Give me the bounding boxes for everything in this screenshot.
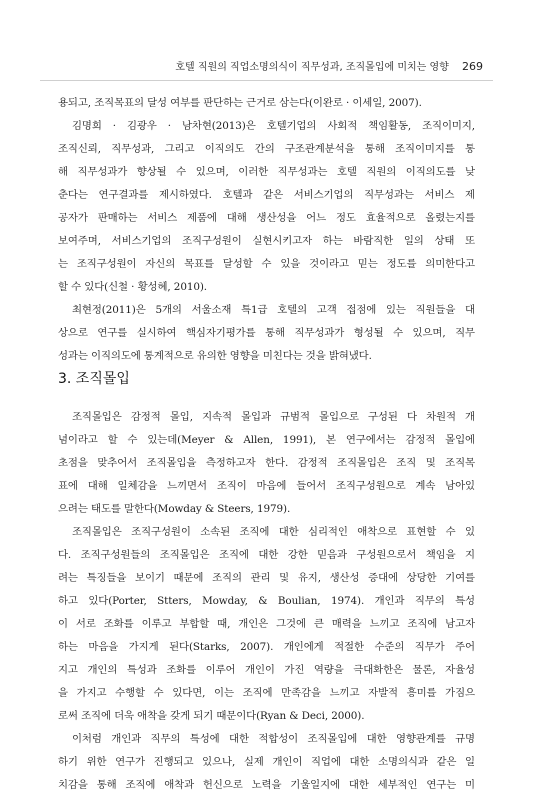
- text-line: 지고 개인의 특성과 조화를 이루어 개인이 가진 역량을 극대화한은 물론, 자율성: [58, 664, 475, 676]
- text-line: 다. 조직구성원들의 조직몰입은 조직에 대한 강한 믿음과 구성원으로서 책임을 지: [58, 549, 475, 561]
- text-line: 하고 있다(Porter, Stters, Mowday, & Boulian, 1974). 개인과 직무의 특성: [58, 595, 475, 607]
- section-heading: 3. 조직몰입: [58, 371, 130, 387]
- text-line: 을 가지고 수행할 수 있다면, 이는 조직에 만족감을 느끼고 자발적 흥미를 가짐으: [58, 687, 475, 699]
- text-line: 최현정(2011)은 5개의 서울소재 특1급 호텔의 고객 접점에 있는 직원들을 대: [72, 304, 475, 316]
- text-line: 조직몰입은 조직구성원이 소속된 조직에 대한 심리적인 애착으로 표현할 수 있: [72, 526, 475, 538]
- text-line: 조직몰입은 감정적 몰입, 지속적 몰입과 규범적 몰입으로 구성된 다 차원적 개: [72, 411, 475, 423]
- text-line: 공자가 판매하는 서비스 제품에 대해 생산성을 어느 정도 효율적으로 올렸는지를: [58, 212, 475, 224]
- text-line: 김명희 · 김광우 · 남차현(2013)은 호텔기업의 사회적 책임활동, 조직이미지,: [72, 120, 475, 132]
- text-line: 려는 특징들을 보이기 때문에 조직의 관리 및 유지, 생산성 증대에 상당한 기여를: [58, 572, 475, 584]
- text-line: 초점을 맞추어서 조직몰입을 측정하고자 한다. 감정적 조직몰입은 조직 및 조직목: [58, 457, 475, 469]
- header-rule: [40, 80, 493, 81]
- text-line: 춘다는 연구결과를 제시하였다. 호텔과 같은 서비스기업의 직무성과는 서비스 제: [58, 189, 475, 201]
- text-line: 념이라고 할 수 있는데(Meyer & Allen, 1991), 본 연구에서는 감정적 몰입에: [58, 434, 475, 446]
- text-line: 상으로 연구를 실시하여 핵심자기평가를 통해 직무성과가 형성될 수 있으며, 직무: [58, 327, 475, 339]
- text-line: 조직신뢰, 직무성과, 그리고 이직의도 간의 구조관계분석을 통해 조직이미지를 통: [58, 143, 475, 155]
- text-line: 보여주며, 서비스기업의 조직구성원이 실현시키고자 하는 바람직한 일의 상태 또: [58, 235, 475, 247]
- text-line: 표에 대해 일체감을 느끼면서 조직이 마음에 들어서 조직구성원으로 계속 남아있: [58, 480, 475, 492]
- running-header: [175, 58, 483, 73]
- text-line: 으려는 태도를 말한다(Mowday & Steers, 1979).: [58, 503, 291, 515]
- text-line: 이 서로 조화를 이루고 부합할 때, 개인은 그것에 큰 매력을 느끼고 조직에 남고자: [58, 618, 475, 630]
- text-line: 는 조직구성원이 자신의 목표를 달성할 수 있을 것이라고 믿는 정도를 의미한다고: [58, 258, 475, 270]
- text-line: 용되고, 조직목표의 달성 여부를 판단하는 근거로 삼는다(이완로 · 이세일, 2007).: [58, 97, 422, 109]
- text-line: 로써 조직에 더욱 애착을 갖게 되기 때문이다(Ryan & Deci, 2000).: [58, 710, 365, 722]
- page-number: 269: [462, 60, 483, 73]
- text-line: 할 수 있다(신철 · 황성혜, 2010).: [58, 281, 208, 293]
- text-line: 하는 마음을 가지게 된다(Starks, 2007). 개인에게 적절한 수준의 직무가 주어: [58, 641, 475, 653]
- text-line: 치감을 통해 조직에 애착과 헌신으로 노력을 기울일지에 대한 세부적인 연구는 미: [58, 779, 475, 791]
- text-line: 해 직무성과가 향상될 수 있으며, 이러한 직무성과는 호텔 직원의 이직의도를 낮: [58, 166, 475, 178]
- text-line: 이처럼 개인과 직무의 특성에 대한 적합성이 조직몰입에 대한 영향관계를 규명: [72, 733, 475, 745]
- running-title: 호텔 직원의 직업소명의식이 직무성과, 조직몰입에 미치는 영향: [175, 62, 449, 73]
- text-line: 성과는 이직의도에 통계적으로 유의한 영향을 미친다는 것을 밝혀냈다.: [58, 350, 372, 362]
- text-line: 하기 위한 연구가 진행되고 있으나, 실제 개인이 직업에 대한 소명의식과 같은 일: [58, 756, 475, 768]
